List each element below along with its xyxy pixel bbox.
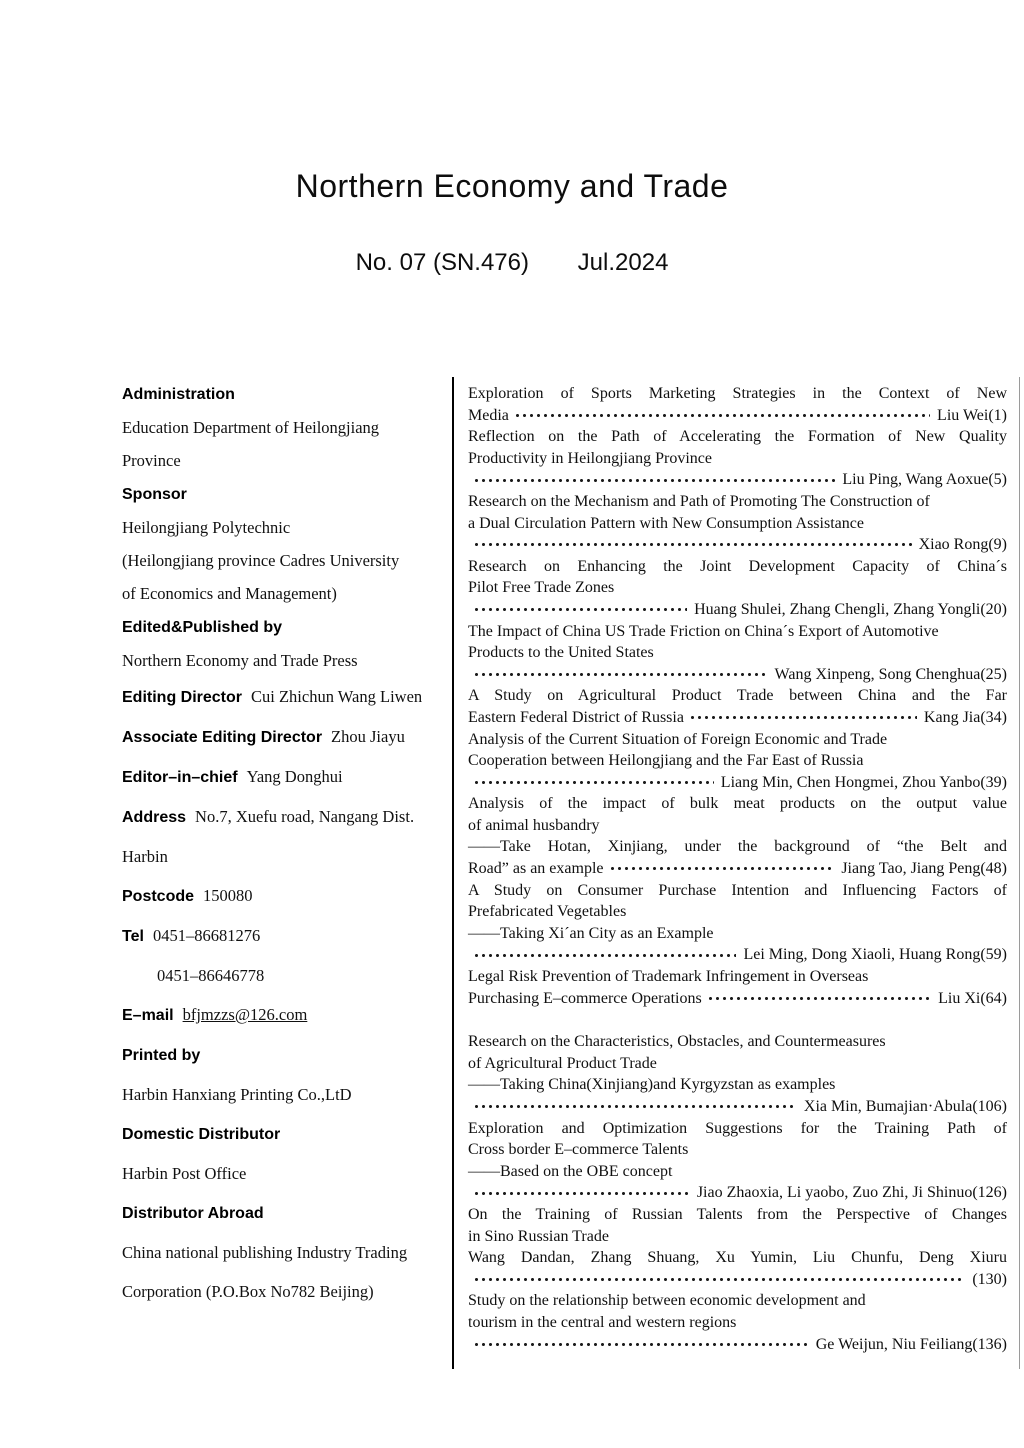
email-link[interactable]: bfjmzzs@126.com (182, 1005, 308, 1024)
toc-authors-page: Liang Min, Chen Hongmei, Zhou Yanbo(39) (720, 773, 1007, 791)
info-row (122, 477, 450, 610)
toc-authors-page: Liu Ping, Wang Aoxue(5) (842, 471, 1007, 489)
info-label: Distributor Abroad (122, 1205, 264, 1222)
dot-leader (473, 1102, 797, 1111)
info-line: Education Department of Heilongjiang (122, 418, 380, 437)
info-row (122, 1193, 450, 1311)
toc-title-line: ——Take Hotan, Xinjiang, under the background of “the Belt and (468, 838, 1007, 856)
toc-title-line: On the Training of Russian Talents from the Perspective of Changes (468, 1205, 1007, 1223)
dot-leader (473, 778, 714, 787)
toc-title-line: a Dual Circulation Pattern with New Consumption Assistance (468, 514, 864, 532)
toc-title-fragment: Purchasing E–commerce Operations (468, 989, 702, 1007)
info-row (122, 610, 450, 677)
info-label: Administration (122, 386, 235, 403)
toc-title-line: tourism in the central and western regions (468, 1313, 737, 1331)
toc-entry (468, 383, 1007, 426)
info-line: Harbin (122, 847, 168, 866)
info-row (122, 797, 450, 876)
toc-authors-page: Xia Min, Bumajian·Abula(106) (803, 1098, 1007, 1115)
toc-leader-line (468, 944, 1007, 966)
toc-leader-line (468, 1269, 1007, 1291)
toc-title-line: of Agricultural Product Trade (468, 1054, 657, 1072)
toc-leader-line (468, 858, 1007, 880)
content-columns (122, 377, 1024, 1369)
toc-title-line: Cooperation between Heilongjiang and the Far East of Russia (468, 752, 864, 770)
info-label-line (122, 1035, 450, 1075)
info-label-line (122, 797, 450, 837)
toc-leader-line (468, 405, 1007, 427)
info-line: China national publishing Industry Trading (122, 1243, 408, 1262)
dot-leader (473, 605, 687, 614)
info-value: Cui Zhichun Wang Liwen (251, 687, 423, 706)
toc-authors-page: Kang Jia(34) (923, 708, 1007, 726)
info-label-line (122, 876, 450, 916)
info-label-line (122, 377, 450, 411)
info-label: Editor–in–chief (122, 769, 238, 786)
dot-leader (473, 540, 912, 549)
toc-entry (468, 1290, 1007, 1355)
info-value: 150080 (203, 886, 253, 905)
masthead (0, 0, 1024, 277)
toc-title-line: Research on the Mechanism and Path of Promoting The Construction of (468, 492, 930, 510)
info-line: of Economics and Management) (122, 584, 337, 603)
toc-title-line: Legal Risk Prevention of Trademark Infringement in Overseas (468, 968, 869, 986)
info-line: 0451–86646778 (157, 966, 265, 985)
dot-leader (514, 411, 930, 420)
info-value: No.7, Xuefu road, Nangang Dist. (195, 807, 415, 826)
table-of-contents (452, 377, 1020, 1369)
info-line: Harbin Hanxiang Printing Co.,LtD (122, 1085, 352, 1104)
toc-title-fragment: Eastern Federal District of Russia (468, 708, 684, 726)
toc-entry (468, 729, 1007, 794)
toc-leader-line (468, 469, 1007, 491)
toc-leader-line (468, 1334, 1007, 1356)
info-label: Printed by (122, 1047, 201, 1064)
dot-leader (473, 670, 768, 679)
toc-authors-page: Wang Xinpeng, Song Chenghua(25) (774, 665, 1007, 683)
toc-leader-line (468, 772, 1007, 794)
toc-authors-page: Huang Shulei, Zhang Chengli, Zhang Yongli(20) (694, 600, 1007, 618)
toc-title-line: Study on the relationship between economic development and (468, 1292, 866, 1310)
toc-authors-page: Xiao Rong(9) (918, 536, 1007, 554)
dot-leader (707, 994, 931, 1003)
info-label: Sponsor (122, 486, 187, 503)
dot-leader (473, 1189, 690, 1198)
info-row (122, 1035, 450, 1114)
info-row (122, 1114, 450, 1193)
info-label-line (122, 717, 450, 757)
toc-title-line: Analysis of the Current Situation of Foreign Economic and Trade (468, 730, 888, 748)
info-value: 0451–86681276 (152, 926, 261, 945)
toc-leader-line (468, 1182, 1007, 1204)
info-row (122, 717, 450, 757)
toc-authors-page: Liu Xi(64) (938, 989, 1007, 1007)
toc-entry (468, 556, 1007, 621)
info-label-line (122, 1193, 450, 1233)
issue-date: Jul.2024 (577, 249, 669, 276)
publisher-info (122, 377, 452, 1369)
info-label-line (122, 477, 450, 511)
info-row (122, 876, 450, 916)
info-row (122, 995, 450, 1035)
info-label: Domestic Distributor (122, 1126, 281, 1143)
info-label: Postcode (122, 888, 195, 905)
toc-title-line: Productivity in Heilongjiang Province (468, 449, 712, 467)
info-label-line (122, 610, 450, 644)
info-row (122, 916, 450, 995)
info-line: Corporation (P.O.Box No782 Beijing) (122, 1282, 374, 1301)
toc-authors-page: (130) (972, 1270, 1007, 1288)
toc-entry (468, 426, 1007, 491)
dot-leader (473, 1340, 809, 1349)
toc-authors-page: Liu Wei(1) (937, 406, 1007, 424)
info-label: Address (122, 809, 187, 826)
info-row (122, 757, 450, 797)
info-label: Editing Director (122, 689, 243, 706)
toc-title-line: Wang Dandan, Zhang Shuang, Xu Yumin, Liu Chunfu, Deng Xiuru (468, 1249, 1007, 1267)
toc-title-line: of animal husbandry (468, 816, 600, 834)
toc-entry (468, 621, 1007, 686)
toc-authors-page: Jiang Tao, Jiang Peng(48) (841, 860, 1007, 878)
dot-leader (609, 864, 835, 873)
toc-title-line: Exploration and Optimization Suggestions for the Training Path of (468, 1119, 1007, 1137)
info-label: Associate Editing Director (122, 729, 323, 746)
toc-leader-line (468, 707, 1007, 729)
info-label-line (122, 1114, 450, 1154)
toc-title-line: in Sino Russian Trade (468, 1227, 609, 1245)
info-line: Heilongjiang Polytechnic (122, 518, 291, 537)
info-label-line (122, 916, 450, 956)
toc-title-line: Pilot Free Trade Zones (468, 579, 615, 597)
toc-title-line: Research on Enhancing the Joint Development Capacity of China´s (468, 557, 1007, 575)
issue-number: No. 07 (SN.476) (355, 249, 529, 276)
dot-leader (473, 951, 736, 960)
info-line: Harbin Post Office (122, 1164, 247, 1183)
toc-authors-page: Ge Weijun, Niu Feiliang(136) (815, 1335, 1007, 1353)
toc-title-line: Reflection on the Path of Accelerating the Formation of New Quality (468, 428, 1007, 446)
toc-leader-line (468, 534, 1007, 556)
journal-title: Northern Economy and Trade (295, 168, 729, 204)
toc-entry (468, 1204, 1007, 1290)
toc-title-line: A Study on Agricultural Product Trade between China and the Far (468, 687, 1007, 705)
info-line: Northern Economy and Trade Press (122, 651, 358, 670)
toc-entry (468, 793, 1007, 879)
info-line: Province (122, 451, 181, 470)
toc-title-line: Cross border E–commerce Talents (468, 1141, 689, 1159)
info-value: Zhou Jiayu (331, 727, 405, 746)
info-value: Yang Donghui (246, 767, 343, 786)
toc-entry (468, 685, 1007, 728)
toc-title-fragment: Road” as an example (468, 860, 604, 878)
toc-entry (468, 1118, 1007, 1204)
toc-title-fragment: Media (468, 406, 509, 424)
dot-leader (473, 476, 835, 485)
toc-leader-line (468, 599, 1007, 621)
toc-title-line: The Impact of China US Trade Friction on China´s Export of Automotive (468, 622, 939, 640)
info-label-line (122, 995, 450, 1035)
toc-title-line: Exploration of Sports Marketing Strategies in the Context of New (468, 385, 1007, 402)
toc-title-line: ——Taking China(Xinjiang)and Kyrgyzstan as examples (468, 1076, 836, 1094)
dot-leader (473, 1275, 965, 1284)
toc-leader-line (468, 988, 1007, 1010)
toc-entry (468, 880, 1007, 966)
toc-authors-page: Lei Ming, Dong Xiaoli, Huang Rong(59) (743, 946, 1007, 964)
toc-title-line: Analysis of the impact of bulk meat products on the output value (468, 795, 1007, 813)
toc-entry (468, 491, 1007, 556)
toc-title-line: Products to the United States (468, 644, 654, 662)
toc-entry (468, 966, 1007, 1009)
info-label: Tel (122, 928, 144, 945)
info-row (122, 677, 450, 717)
info-label-line (122, 757, 450, 797)
toc-title-line: Prefabricated Vegetables (468, 903, 627, 921)
issue-line (0, 249, 1024, 277)
toc-title-line: ——Based on the OBE concept (468, 1162, 673, 1180)
toc-leader-line (468, 1096, 1007, 1118)
info-label: Edited&Published by (122, 619, 283, 636)
info-label: E–mail (122, 1007, 174, 1024)
toc-leader-line (468, 664, 1007, 686)
toc-entry (468, 1031, 1007, 1117)
info-row (122, 377, 450, 477)
toc-authors-page: Jiao Zhaoxia, Li yaobo, Zuo Zhi, Ji Shinuo(126) (696, 1184, 1007, 1202)
toc-title-line: Research on the Characteristics, Obstacles, and Countermeasures (468, 1033, 886, 1051)
toc-title-line: A Study on Consumer Purchase Intention and Influencing Factors of (468, 881, 1007, 899)
info-line: (Heilongjiang province Cadres University (122, 551, 400, 570)
toc-title-line: ——Taking Xi´an City as an Example (468, 924, 714, 942)
dot-leader (689, 713, 917, 722)
info-label-line (122, 677, 450, 717)
